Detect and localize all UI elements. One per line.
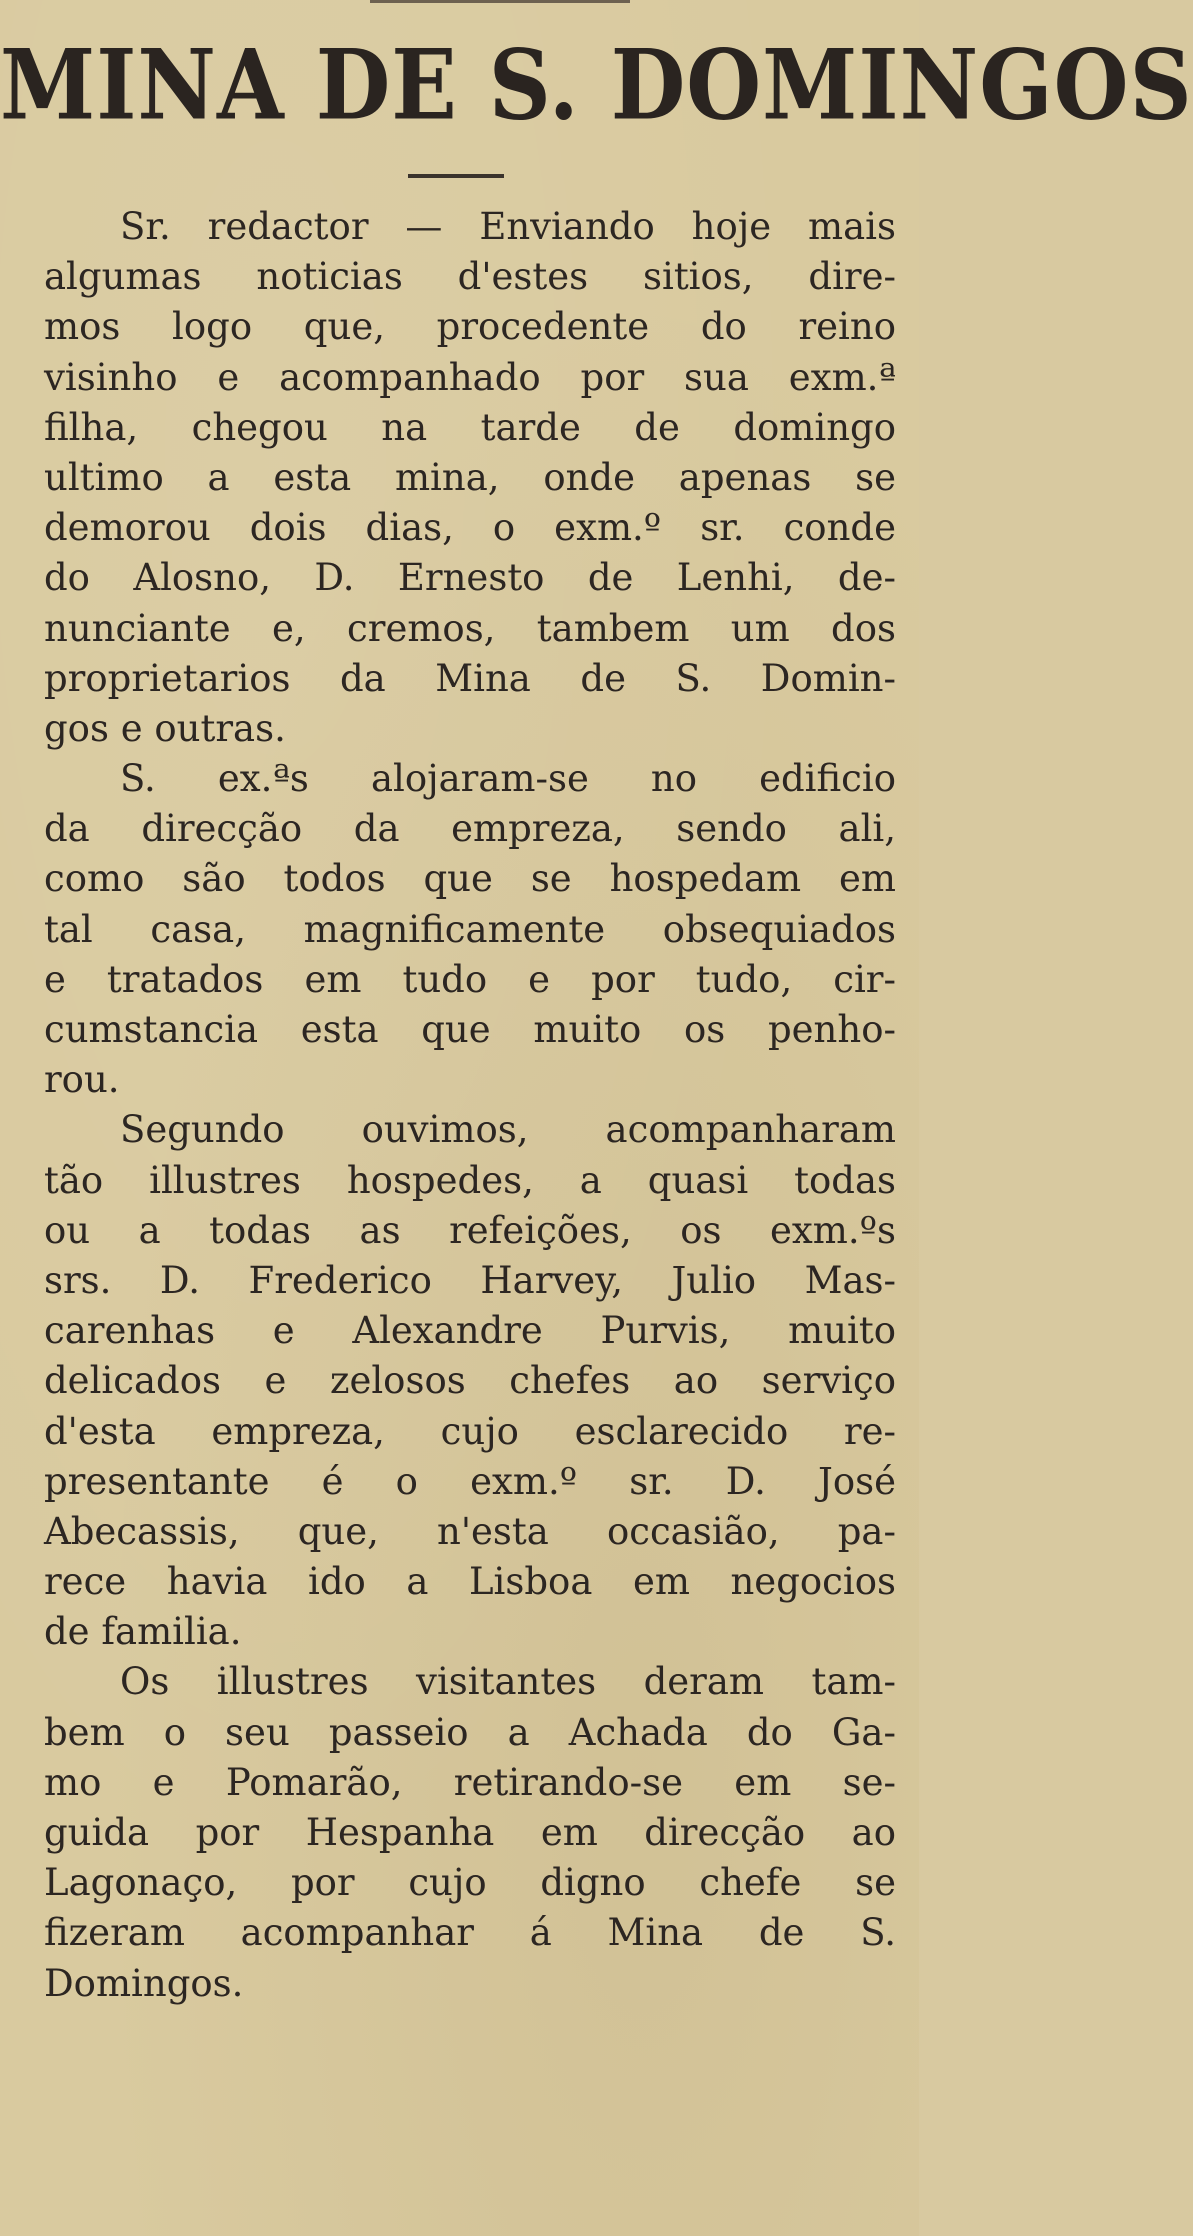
article-line: tão illustres hospedes, a quasi todas xyxy=(44,1158,896,1202)
article-line: como são todos que se hospedam em xyxy=(44,857,896,901)
article-line: da direcção da empreza, sendo ali, xyxy=(44,807,896,851)
article-line: mo e Pomarão, retirando-se em se- xyxy=(44,1760,896,1804)
article-line: e tratados em tudo e por tudo, cir- xyxy=(44,957,896,1001)
article-line: Lagonaço, por cujo digno chefe se xyxy=(44,1861,896,1905)
article-line: ou a todas as refeições, os exm.ºs xyxy=(44,1208,896,1252)
article-line: filha, chegou na tarde de domingo xyxy=(44,405,896,449)
article-line: srs. D. Frederico Harvey, Julio Mas- xyxy=(44,1258,896,1302)
article-line: Os illustres visitantes deram tam- xyxy=(120,1660,896,1704)
article-body xyxy=(44,202,896,2009)
headline-divider xyxy=(408,174,504,178)
article-line: delicados e zelosos chefes ao serviço xyxy=(44,1359,896,1403)
article-line: S. ex.ªs alojaram-se no edificio xyxy=(120,757,896,801)
article-line: Domingos. xyxy=(44,1961,244,2005)
article-line: de familia. xyxy=(44,1610,242,1654)
article-line: algumas noticias d'estes sitios, dire- xyxy=(44,255,896,299)
top-rule xyxy=(370,0,630,3)
article-line: fizeram acompanhar á Mina de S. xyxy=(44,1911,896,1955)
article-line: do Alosno, D. Ernesto de Lenhi, de- xyxy=(44,556,896,600)
article-line: visinho e acompanhado por sua exm.ª xyxy=(44,355,896,399)
article-line: gos e outras. xyxy=(44,706,286,750)
article-line: cumstancia esta que muito os penho- xyxy=(44,1008,896,1051)
article-line: proprietarios da Mina de S. Domin- xyxy=(44,656,896,700)
article-line: rou. xyxy=(44,1058,120,1102)
article-line: mos logo que, procedente do reino xyxy=(44,305,896,349)
article-line: rece havia ido a Lisboa em negocios xyxy=(44,1560,896,1604)
article-line: guida por Hespanha em direcção ao xyxy=(44,1811,896,1854)
article-headline: MINA DE S. DOMINGOS xyxy=(0,29,1193,143)
article-line: d'esta empreza, cujo esclarecido re- xyxy=(44,1409,896,1453)
article-line: nunciante e, cremos, tambem um dos xyxy=(44,606,896,650)
article-line: Segundo ouvimos, acompanharam xyxy=(120,1108,896,1152)
article-line: ultimo a esta mina, onde apenas se xyxy=(44,455,896,499)
article-line: bem o seu passeio a Achada do Ga- xyxy=(44,1710,896,1754)
article-line: Abecassis, que, n'esta occasião, pa- xyxy=(44,1509,896,1553)
article-line: presentante é o exm.º sr. D. José xyxy=(44,1459,896,1503)
article-line: carenhas e Alexandre Purvis, muito xyxy=(44,1309,896,1353)
article-line: tal casa, magnificamente obsequiados xyxy=(44,907,896,951)
article-line: Sr. redactor — Enviando hoje mais xyxy=(120,205,896,248)
article-line: demorou dois dias, o exm.º sr. conde xyxy=(44,506,896,550)
